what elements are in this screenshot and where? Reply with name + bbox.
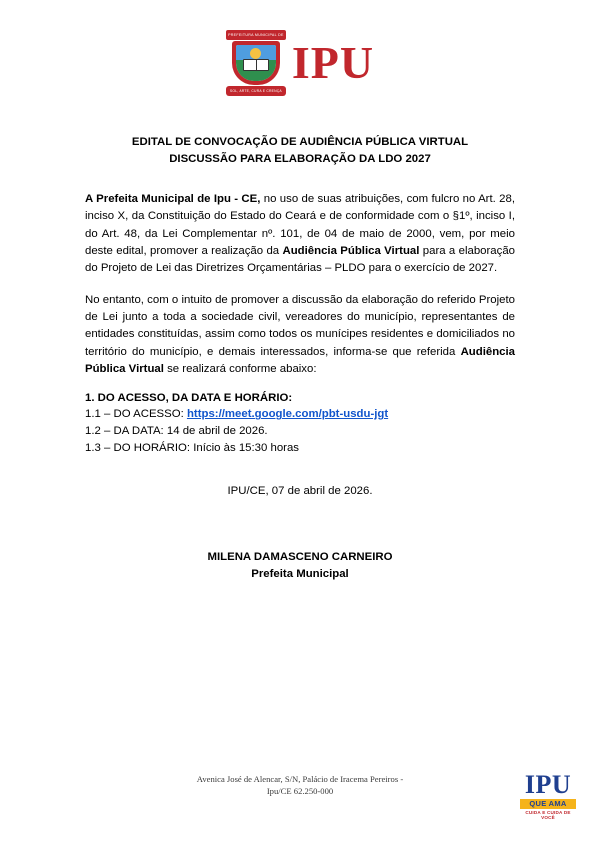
item-time: 1.3 – DO HORÁRIO: Início às 15:30 horas bbox=[85, 442, 299, 455]
section-heading: 1. DO ACESSO, DA DATA E HORÁRIO: bbox=[85, 392, 293, 405]
footer-logo-tagline: QUE AMA bbox=[520, 799, 576, 809]
coat-of-arms-icon bbox=[226, 30, 286, 96]
item-date: 1.2 – DA DATA: 14 de abril de 2026. bbox=[85, 425, 268, 438]
footer-logo-wordmark: IPU bbox=[524, 770, 572, 799]
page-footer bbox=[0, 770, 600, 827]
place-and-date: IPU/CE, 07 de abril de 2026. bbox=[227, 484, 373, 497]
item-access bbox=[85, 406, 515, 423]
document-body bbox=[85, 191, 515, 582]
crest-shield bbox=[232, 41, 280, 85]
paragraph-2-end: se realizará conforme abaixo: bbox=[163, 363, 317, 376]
header-logo-block bbox=[85, 0, 515, 96]
signature-block bbox=[85, 549, 515, 582]
paragraph-1-bold2: Audiência Pública Virtual bbox=[282, 245, 420, 258]
paragraph-2-bold: Audiência Pública Virtual bbox=[85, 345, 515, 376]
meeting-link[interactable]: https://meet.google.com/pbt-usdu-jgt bbox=[186, 408, 389, 421]
paragraph-1-rest: no uso de suas atribuições, com fulcro no Art. 28, inciso X, da Constituição do Estado do Ceará e de conformidade com o §1º, inciso I, do Art. 48, da Lei Complementar nº. 101, de 04 de maio de 2000, vem, por meio deste edital, promover a realização da bbox=[85, 193, 515, 258]
paragraph-2 bbox=[85, 292, 515, 379]
footer-address bbox=[0, 770, 600, 799]
paragraph-1-lead: A Prefeita Municipal de Ipu - CE, bbox=[85, 193, 261, 206]
paragraph-1-end: para a elaboração do Projeto de Lei das Diretrizes Orçamentárias – PLDO para o exercício de 2027. bbox=[85, 245, 515, 275]
footer-logo-subtagline: CUIDA E CUIDA DE VOCÊ bbox=[525, 809, 571, 820]
page-title-line1: EDITAL DE CONVOCAÇÃO DE AUDIÊNCIA PÚBLICA VIRTUAL bbox=[131, 136, 469, 148]
crest-banner-text: PREFEITURA MUNICIPAL DE bbox=[226, 30, 286, 40]
item-access-label: 1.1 – DO ACESSO: bbox=[85, 408, 187, 421]
page-title-line2: DISCUSSÃO PARA ELABORAÇÃO DA LDO 2027 bbox=[169, 152, 431, 165]
page-title bbox=[85, 134, 515, 167]
crest-book bbox=[243, 59, 269, 71]
logo-wordmark: IPU bbox=[291, 37, 375, 88]
crest-sun bbox=[250, 48, 261, 59]
footer-address-line2: Ipu/CE 62.250-000 bbox=[266, 786, 334, 797]
signatory-name: MILENA DAMASCENO CARNEIRO bbox=[207, 550, 393, 563]
crest-scroll-text: SOL, ARTE, CURA E CRENÇA bbox=[226, 86, 286, 96]
municipal-logo bbox=[226, 30, 374, 96]
paragraph-1 bbox=[85, 191, 515, 278]
crest-shield-inner bbox=[236, 45, 276, 81]
signatory-role: Prefeita Municipal bbox=[251, 567, 349, 580]
footer-address-line1: Avenica José de Alencar, S/N, Palácio de Iracema Pereiros - bbox=[196, 774, 404, 784]
footer-brand-logo bbox=[520, 770, 576, 820]
paragraph-2-start: No entanto, com o intuito de promover a discussão da elaboração do referido Projeto de Lei junto a toda a sociedade civil, vereadores do município, representantes de entidades constituídas, assim como todos os munícipes residentes e domiciliados no território do município, e demais interessados, informa-se que referida bbox=[85, 293, 515, 358]
